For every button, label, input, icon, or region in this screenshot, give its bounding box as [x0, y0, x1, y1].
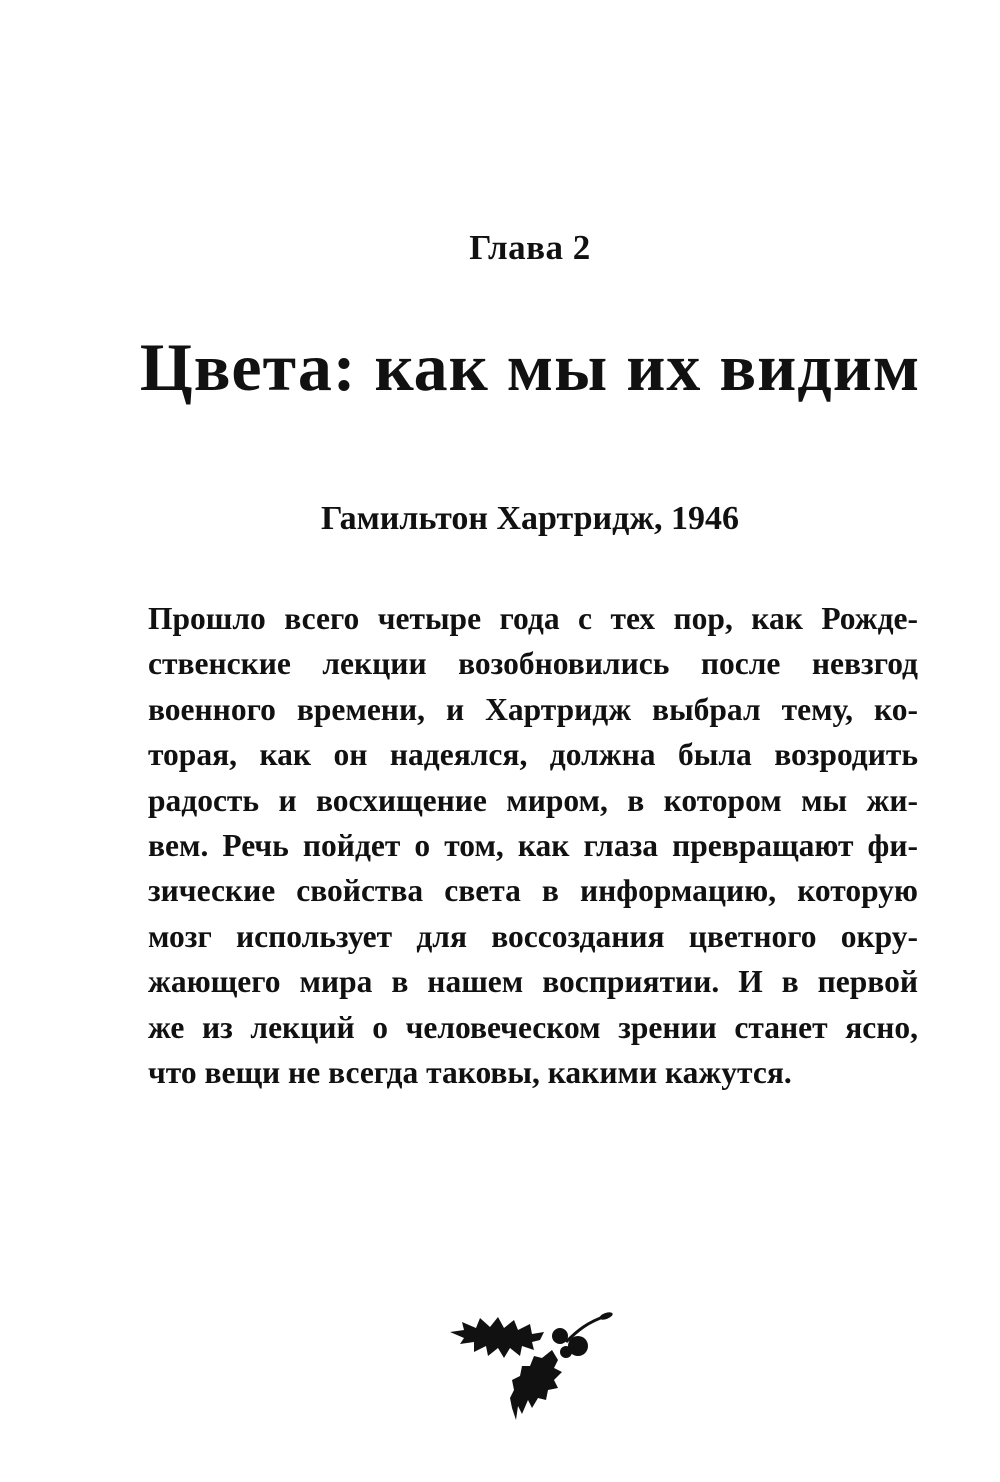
body-line: зические свойства света в информацию, которую — [148, 873, 918, 909]
body-line: что вещи не всегда таковы, какими кажутся. — [148, 1055, 792, 1091]
author-byline: Гамильтон Хартридж, 1946 — [321, 500, 739, 537]
body-line: мозг использует для воссоздания цветного окру- — [148, 918, 918, 954]
chapter-number: Глава 2 — [469, 228, 591, 267]
body-line: вем. Речь пойдет о том, как глаза превращают фи- — [148, 828, 918, 864]
chapter-title: Цвета: как мы их видим — [139, 329, 921, 405]
body-line: торая, как он надеялся, должна была возродить — [148, 737, 918, 773]
body-line: Прошло всего четыре года с тех пор, как Рожде- — [148, 601, 918, 636]
body-line: ственские лекции возобновились после невзгод — [148, 646, 918, 682]
holly-icon — [448, 1310, 618, 1425]
body-line: жающего мира в нашем восприятии. И в первой — [148, 964, 918, 1000]
body-line: радость и восхищение миром, в котором мы жи- — [148, 782, 918, 818]
body-line: же из лекций о человеческом зрении станет ясно, — [148, 1009, 918, 1045]
body-paragraph — [148, 596, 918, 1095]
body-line: военного времени, и Хартридж выбрал тему, ко- — [148, 691, 918, 727]
